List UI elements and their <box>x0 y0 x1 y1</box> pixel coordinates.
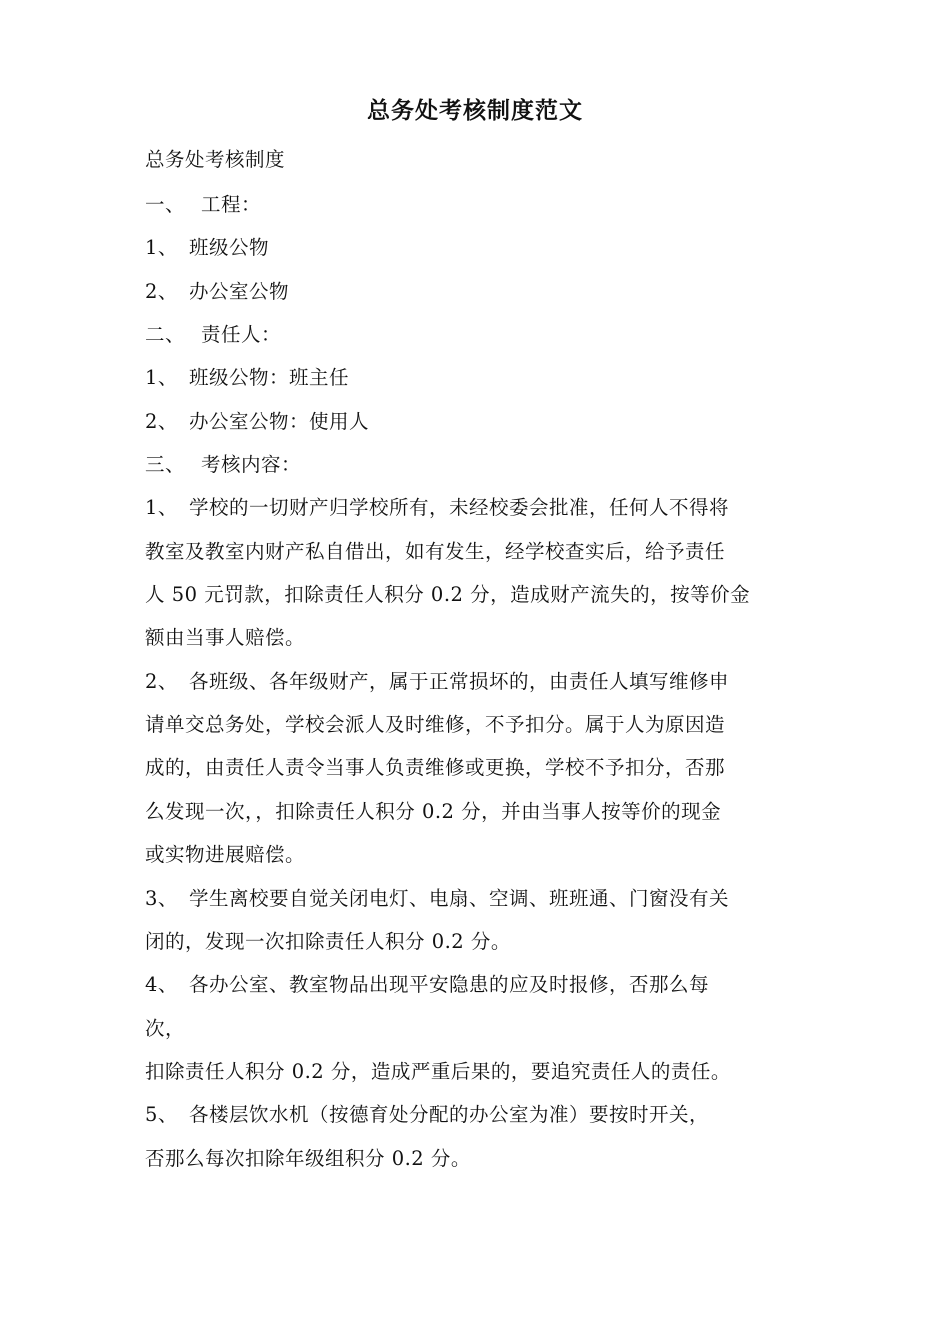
item-text: 学生离校要自觉关闭电灯、电扇、空调、班班通、门窗没有关 <box>189 887 730 910</box>
paragraph-line <box>145 885 825 913</box>
paragraph-line: 扣除责任人积分 0.2 分，造成严重后果的，要追究责任人的责任。 <box>145 1060 731 1083</box>
item-text: 办公室公物：使用人 <box>189 410 370 433</box>
item-text: 各楼层饮水机（按德育处分配的办公室为准）要按时开关， <box>189 1103 710 1126</box>
paragraph-line <box>145 668 825 696</box>
item-text: 办公室公物 <box>189 280 290 303</box>
list-item <box>145 278 825 306</box>
item-number: 4、 <box>145 973 178 996</box>
section-number: 一、 <box>145 193 186 216</box>
item-text: 班级公物：班主任 <box>189 366 350 389</box>
section-heading <box>145 451 825 479</box>
paragraph-line: 教室及教室内财产私自借出，如有发生，经学校查实后，给予责任 <box>145 540 726 563</box>
section-heading <box>145 191 825 219</box>
paragraph-line: 或实物进展赔偿。 <box>145 843 306 866</box>
paragraph-line: 次， <box>145 1017 186 1040</box>
section-title: 工程： <box>201 193 262 216</box>
item-number: 2、 <box>145 670 178 693</box>
item-number: 3、 <box>145 887 178 910</box>
item-number: 1、 <box>145 236 178 259</box>
item-number: 2、 <box>145 410 178 433</box>
section-number: 三、 <box>145 453 186 476</box>
list-item <box>145 234 825 262</box>
section-number: 二、 <box>145 323 186 346</box>
paragraph-line: 额由当事人赔偿。 <box>145 626 306 649</box>
document-title: 总务处考核制度范文 <box>367 97 583 124</box>
paragraph-line <box>145 1101 825 1129</box>
item-number: 1、 <box>145 366 178 389</box>
list-item <box>145 408 825 436</box>
paragraph-line: 请单交总务处，学校会派人及时维修，不予扣分。属于人为原因造 <box>145 713 726 736</box>
paragraph-line: 否那么每次扣除年级组积分 0.2 分。 <box>145 1147 471 1170</box>
list-item <box>145 364 825 392</box>
item-text: 各办公室、教室物品出现平安隐患的应及时报修，否那么每 <box>189 973 710 996</box>
section-heading <box>145 321 825 349</box>
item-text: 班级公物 <box>189 236 270 259</box>
paragraph-line <box>145 494 825 522</box>
section-title: 考核内容： <box>201 453 302 476</box>
item-text: 学校的一切财产归学校所有，未经校委会批准，任何人不得将 <box>189 496 730 519</box>
paragraph-line <box>145 971 825 999</box>
item-number: 5、 <box>145 1103 178 1126</box>
document-subtitle: 总务处考核制度 <box>145 148 286 171</box>
item-number: 2、 <box>145 280 178 303</box>
paragraph-line: 成的，由责任人责令当事人负责维修或更换，学校不予扣分，否那 <box>145 756 726 779</box>
section-title: 责任人： <box>201 323 282 346</box>
paragraph-line: 闭的，发现一次扣除责任人积分 0.2 分。 <box>145 930 511 953</box>
paragraph-line: 么发现一次，，扣除责任人积分 0.2 分，并由当事人按等价的现金 <box>145 800 722 823</box>
item-text: 各班级、各年级财产，属于正常损坏的，由责任人填写维修申 <box>189 670 730 693</box>
paragraph-line: 人 50 元罚款，扣除责任人积分 0.2 分，造成财产流失的，按等价金 <box>145 583 751 606</box>
item-number: 1、 <box>145 496 178 519</box>
